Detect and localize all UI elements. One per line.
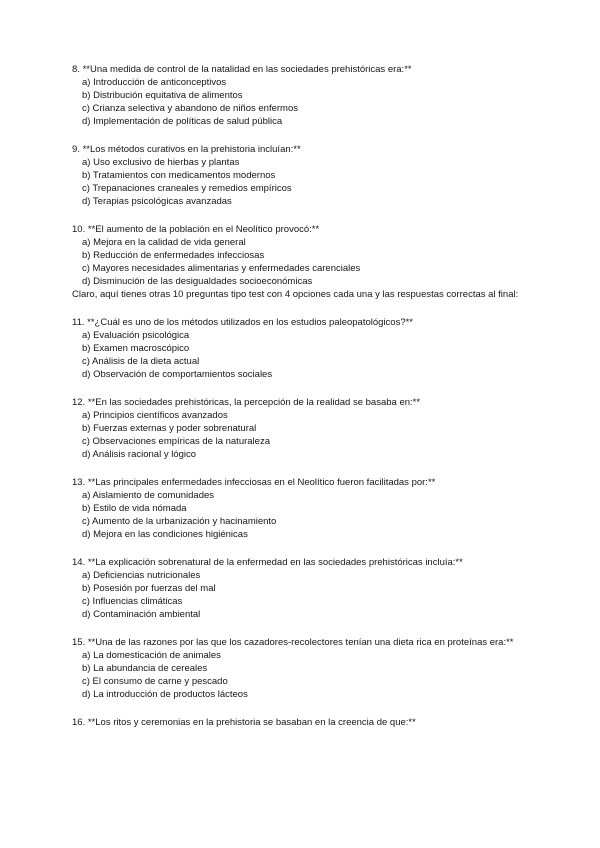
- question-option: c) Aumento de la urbanización y hacinamiento: [82, 516, 277, 527]
- question-number: 9.: [72, 144, 80, 155]
- question-block-10: [72, 223, 530, 288]
- question-option: c) Observaciones empíricas de la naturaleza: [82, 436, 270, 447]
- question-option: b) Examen macroscópico: [82, 343, 190, 354]
- question-option: d) Disminución de las desigualdades socioeconómicas: [82, 276, 313, 287]
- question-text: [72, 636, 530, 649]
- question-option: d) Contaminación ambiental: [82, 609, 201, 620]
- question-option: a) Evaluación psicológica: [82, 330, 190, 341]
- question-option: a) Uso exclusivo de hierbas y plantas: [82, 157, 240, 168]
- question-option: b) Reducción de enfermedades infecciosas: [82, 250, 265, 261]
- question-block-16: [72, 716, 530, 729]
- question-option: a) Principios científicos avanzados: [82, 410, 228, 421]
- question-number: 13.: [72, 477, 86, 488]
- question-option: d) Implementación de políticas de salud pública: [82, 116, 283, 127]
- question-option: a) La domesticación de animales: [82, 650, 221, 661]
- question-number: 12.: [72, 397, 86, 408]
- question-text: [72, 396, 530, 409]
- question-block-13: [72, 476, 530, 541]
- question-text: [72, 716, 530, 729]
- question-title: **¿Cuál es uno de los métodos utilizados en los estudios paleopatológicos?**: [87, 317, 413, 328]
- question-title: **Las principales enfermedades infecciosas en el Neolítico fueron facilitadas por:**: [87, 477, 436, 488]
- question-title: **Los métodos curativos en la prehistoria incluían:**: [82, 144, 301, 155]
- question-number: 11.: [72, 317, 85, 328]
- question-title: **Los ritos y ceremonias en la prehistoria se basaban en la creencia de que:**: [87, 717, 416, 728]
- question-option: b) Distribución equitativa de alimentos: [82, 90, 243, 101]
- question-number: 15.: [72, 637, 86, 648]
- question-option: c) Análisis de la dieta actual: [82, 356, 200, 367]
- question-text: [72, 223, 530, 236]
- question-block-11: [72, 316, 530, 381]
- interlude-paragraph: Claro, aquí tienes otras 10 preguntas tipo test con 4 opciones cada una y las respuestas correctas al final:: [72, 289, 519, 300]
- question-option: c) Crianza selectiva y abandono de niños enfermos: [82, 103, 298, 114]
- question-text: [72, 476, 530, 489]
- question-option: d) Mejora en las condiciones higiénicas: [82, 529, 248, 540]
- question-option: b) La abundancia de cereales: [82, 663, 208, 674]
- question-option: d) La introducción de productos lácteos: [82, 689, 248, 700]
- question-option: d) Terapias psicológicas avanzadas: [82, 196, 232, 207]
- question-number: 10.: [72, 224, 86, 235]
- question-block-12: [72, 396, 530, 461]
- question-option: b) Estilo de vida nómada: [82, 503, 187, 514]
- question-title: **El aumento de la población en el Neolítico provocó:**: [87, 224, 320, 235]
- question-option: d) Observación de comportamientos sociales: [82, 369, 273, 380]
- question-option: b) Fuerzas externas y poder sobrenatural: [82, 423, 257, 434]
- question-title: **Una de las razones por las que los cazadores-recolectores tenían una dieta rica en proteínas era:**: [87, 637, 514, 648]
- question-text: [72, 63, 530, 76]
- question-block-14: [72, 556, 530, 621]
- quiz-content: [72, 63, 530, 744]
- question-option: a) Introducción de anticonceptivos: [82, 77, 227, 88]
- question-option: b) Tratamientos con medicamentos modernos: [82, 170, 276, 181]
- question-text: [72, 556, 530, 569]
- question-option: c) Mayores necesidades alimentarias y enfermedades carenciales: [82, 263, 361, 274]
- question-option: c) Trepanaciones craneales y remedios empíricos: [82, 183, 292, 194]
- question-block-9: [72, 143, 530, 208]
- question-number: 14.: [72, 557, 86, 568]
- question-option: a) Deficiencias nutricionales: [82, 570, 201, 581]
- question-title: **En las sociedades prehistóricas, la percepción de la realidad se basaba en:**: [87, 397, 421, 408]
- question-number: 8.: [72, 64, 80, 75]
- question-option: c) El consumo de carne y pescado: [82, 676, 228, 687]
- question-option: b) Posesión por fuerzas del mal: [82, 583, 216, 594]
- question-text: [72, 143, 530, 156]
- question-option: d) Análisis racional y lógico: [82, 449, 197, 460]
- question-title: **La explicación sobrenatural de la enfermedad en las sociedades prehistóricas incluía:**: [87, 557, 463, 568]
- question-option: c) Influencias climáticas: [82, 596, 183, 607]
- question-option: a) Aislamiento de comunidades: [82, 490, 215, 501]
- question-text: [72, 316, 530, 329]
- question-number: 16.: [72, 717, 86, 728]
- question-block-8: [72, 63, 530, 128]
- question-option: a) Mejora en la calidad de vida general: [82, 237, 246, 248]
- question-block-15: [72, 636, 530, 701]
- question-title: **Una medida de control de la natalidad en las sociedades prehistóricas era:**: [82, 64, 412, 75]
